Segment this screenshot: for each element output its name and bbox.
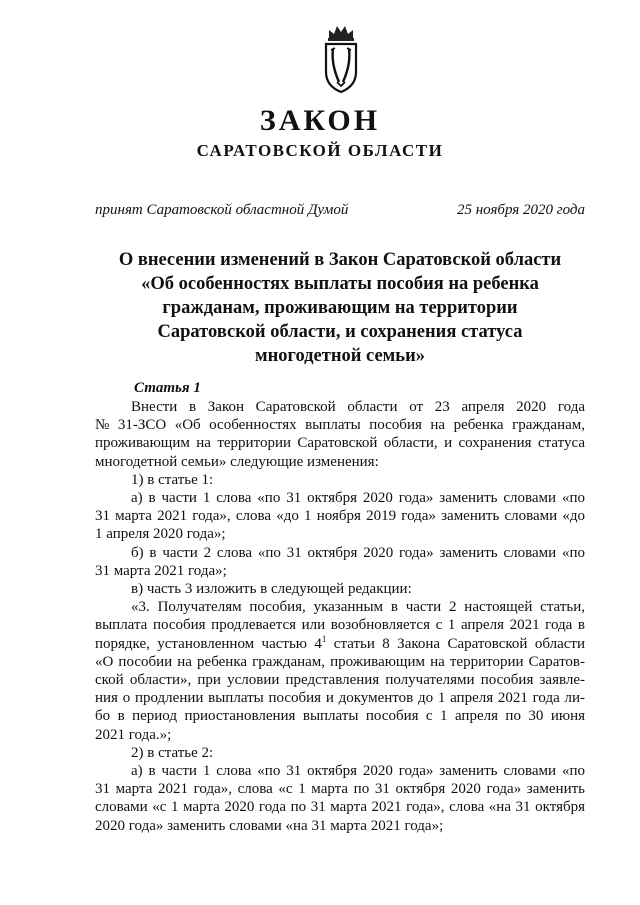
adopted-by: принят Саратовской областной Думой <box>95 202 349 218</box>
line-text: проживающим на территории Саратовской области, и сохранения статуса <box>95 435 585 452</box>
paragraph-line <box>95 762 585 780</box>
heading-line: многодетной семьи» <box>255 346 425 366</box>
line-text: а) в части 1 слова «по 31 октября 2020 года» заменить словами «по <box>131 490 585 507</box>
line-text: а) в части 1 слова «по 31 октября 2020 года» заменить словами «по <box>131 763 585 780</box>
line-text: ния о продлении выплаты пособия и документов до 1 апреля 2021 года ли- <box>95 690 585 707</box>
paragraph-line <box>95 671 585 689</box>
line-text: 1 апреля 2020 года»; <box>95 526 226 543</box>
paragraph-line <box>95 689 585 707</box>
paragraph-line <box>95 525 585 543</box>
saratov-coat-of-arms-icon <box>322 24 360 94</box>
paragraph-line <box>95 744 585 762</box>
paragraph-line <box>95 798 585 816</box>
paragraph-line <box>95 507 585 525</box>
paragraph-line <box>95 635 585 653</box>
paragraph-line <box>95 726 585 744</box>
adoption-date: 25 ноября 2020 года <box>456 202 585 218</box>
law-title: ЗАКОН <box>259 104 381 137</box>
heading-line: гражданам, проживающим на территории <box>162 298 518 318</box>
paragraph-line <box>95 453 585 471</box>
paragraph-line <box>95 580 585 598</box>
line-text: в) часть 3 изложить в следующей редакции: <box>131 581 412 598</box>
line-text: № 31-ЗСО «Об особенностях выплаты пособия на ребенка гражданам, <box>95 417 585 434</box>
heading-line: О внесении изменений в Закон Саратовской области <box>118 250 562 270</box>
paragraph-line <box>95 434 585 452</box>
line-text: порядке, установленном частью 4 <box>95 635 322 652</box>
paragraph-line <box>95 598 585 616</box>
line-text: 31 марта 2021 года», слова «до 1 ноября 2019 года» заменить словами «до <box>95 508 585 525</box>
line-text: выплата пособия продлевается или возобновляется с 1 апреля 2021 года в <box>95 617 585 634</box>
paragraph-line <box>95 416 585 434</box>
line-text: 2021 года.»; <box>95 726 172 743</box>
line-text: 31 марта 2021 года»; <box>95 562 227 579</box>
line-text: б) в части 2 слова «по 31 октября 2020 года» заменить словами «по <box>131 544 585 561</box>
paragraph-line <box>95 707 585 725</box>
line-text: «3. Получателям пособия, указанным в части 2 настоящей статьи, <box>131 599 585 616</box>
paragraph-line <box>95 817 585 835</box>
line-text-after: статьи 8 Закона Саратовской области <box>326 635 585 652</box>
article-body <box>95 398 585 835</box>
line-text: словами «с 1 марта 2020 года по 31 марта 2021 года», слова «на 31 октября <box>95 799 585 816</box>
paragraph-line <box>95 471 585 489</box>
paragraph-line <box>95 616 585 634</box>
heading-line: Саратовской области, и сохранения статуса <box>157 322 523 342</box>
line-text: ской области», при условии представления получателями пособия заявле- <box>95 672 585 689</box>
paragraph-line <box>95 780 585 798</box>
line-text: «О пособии на ребенка гражданам, проживающим на территории Саратов- <box>95 653 585 670</box>
line-text: 1) в статье 1: <box>131 471 214 488</box>
line-text: 2) в статье 2: <box>131 744 214 761</box>
heading-line: «Об особенностях выплаты пособия на ребенка <box>141 274 539 294</box>
line-text: бо в период приостановления выплаты пособия с 1 апреля по 30 июня <box>95 708 585 725</box>
article-title: Статья 1 <box>134 380 201 396</box>
law-heading <box>90 248 590 368</box>
law-region: САРАТОВСКОЙ ОБЛАСТИ <box>196 141 444 160</box>
line-text: многодетной семьи» следующие изменения: <box>95 453 379 470</box>
line-text: 2020 года» заменить словами «на 31 марта 2021 года»; <box>95 817 444 834</box>
paragraph-line <box>95 653 585 671</box>
line-text: Внести в Закон Саратовской области от 23 апреля 2020 года <box>131 399 585 415</box>
paragraph-line <box>95 489 585 507</box>
paragraph-line <box>95 398 585 416</box>
line-text: 31 марта 2021 года», слова «с 1 марта по 31 октября 2020 года» заменить <box>95 781 585 798</box>
paragraph-line <box>95 544 585 562</box>
paragraph-line <box>95 562 585 580</box>
superscript: 1 <box>321 633 327 644</box>
